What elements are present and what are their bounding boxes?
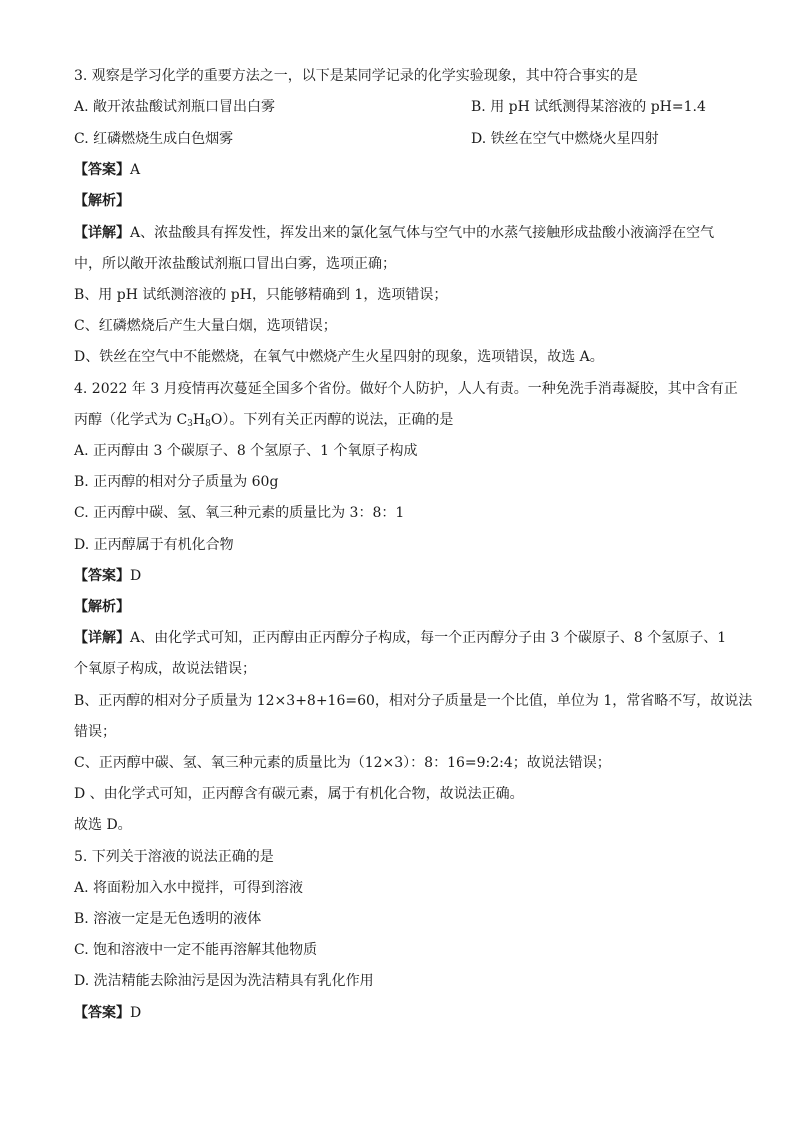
q4-stem-line-1: 4. 2022 年 3 月疫情再次蔓延全国多个省份。做好个人防护，人人有责。一种免洗手消毒凝胶，其中含有正 [74,381,738,397]
q3-options-row1 [74,97,706,117]
q4-analysis-tag [74,597,130,617]
q5-answer [74,1003,141,1023]
q3-option-b: B. 用 pH 试纸测得某溶液的 pH=1.4 [471,99,706,115]
analysis-tag: 【解析】 [74,193,130,209]
q4-detail-line-1 [74,628,726,648]
q3-detail-line-4: C、红磷燃烧后产生大量白烟，选项错误； [74,318,337,334]
q5-option-d: D. 洗洁精能去除油污是因为洗洁精具有乳化作用 [74,973,374,989]
q3-detail-line-2: 中，所以敞开浓盐酸试剂瓶口冒出白雾，选项正确； [74,256,396,272]
detail-tag: 【详解】 [74,225,130,241]
q5-stem: 5. 下列关于溶液的说法正确的是 [74,849,274,865]
q3-detail-line-5: D、铁丝在空气中不能燃烧，在氧气中燃烧产生火星四射的现象，选项错误，故选 A。 [74,349,604,365]
q4-detail-line-5: C、正丙醇中碳、氢、氧三种元素的质量比为（12×3）：8：16=9:2:4；故说法错误； [74,755,611,771]
q4-detail-line-2: 个氧原子构成，故说法错误； [74,661,256,677]
q5-option-a: A. 将面粉加入水中搅拌，可得到溶液 [74,880,304,896]
answer-tag: 【答案】 [74,568,130,584]
formula-subscript: 8 [205,419,211,429]
q3-option-c: C. 红磷燃烧生成白色烟雾 [74,131,234,147]
q3-options-row2 [74,129,659,149]
q5-option-b: B. 溶液一定是无色透明的液体 [74,911,262,927]
detail-tag: 【详解】 [74,630,130,646]
q3-stem: 3. 观察是学习化学的重要方法之一，以下是某同学记录的化学实验现象，其中符合事实的是 [74,68,638,84]
answer-value: D [130,568,142,584]
q3-option-d: D. 铁丝在空气中燃烧火星四射 [471,131,659,147]
answer-value: D [130,1005,142,1021]
q4-option-a: A. 正丙醇由 3 个碳原子、8 个氢原子、1 个氧原子构成 [74,443,418,459]
q3-detail-line-3: B、用 pH 试纸测溶液的 pH，只能够精确到 1，选项错误； [74,287,448,303]
answer-value: A [130,162,141,178]
q3-option-a: A. 敞开浓盐酸试剂瓶口冒出白雾 [74,99,276,115]
answer-tag: 【答案】 [74,162,130,178]
detail-text: A、由化学式可知，正丙醇由正丙醇分子构成，每一个正丙醇分子由 3 个碳原子、8 个氢原子、1 [130,630,727,646]
stem-text: O）。下列有关正丙醇的说法，正确的是 [210,412,454,428]
q3-analysis-tag [74,191,130,211]
formula-subscript: 3 [187,419,193,429]
q4-option-b: B. 正丙醇的相对分子质量为 60g [74,474,279,490]
formula-text: H [192,412,206,428]
stem-text: 丙醇（化学式为 C [74,412,188,428]
q5-option-c: C. 饱和溶液中一定不能再溶解其他物质 [74,942,318,958]
q4-detail-line-4: 错误； [74,724,116,740]
q4-detail-line-6: D 、由化学式可知，正丙醇含有碳元素，属于有机化合物，故说法正确。 [74,786,524,802]
answer-tag: 【答案】 [74,1005,130,1021]
q4-answer [74,566,141,586]
analysis-tag: 【解析】 [74,599,130,615]
q4-detail-line-3: B、正丙醇的相对分子质量为 12×3+8+16=60，相对分子质量是一个比值，单位为 1，常省略不写，故说法 [74,693,753,709]
q4-option-c: C. 正丙醇中碳、氢、氧三种元素的质量比为 3：8：1 [74,505,405,521]
q3-detail-line-1 [74,223,714,243]
q4-option-d: D. 正丙醇属于有机化合物 [74,537,234,553]
q3-answer [74,160,140,180]
q4-stem-line-2 [74,410,453,430]
q4-detail-line-7: 故选 D。 [74,817,132,833]
detail-text: A、浓盐酸具有挥发性，挥发出来的氯化氢气体与空气中的水蒸气接触形成盐酸小液滴浮在空气 [130,225,715,241]
